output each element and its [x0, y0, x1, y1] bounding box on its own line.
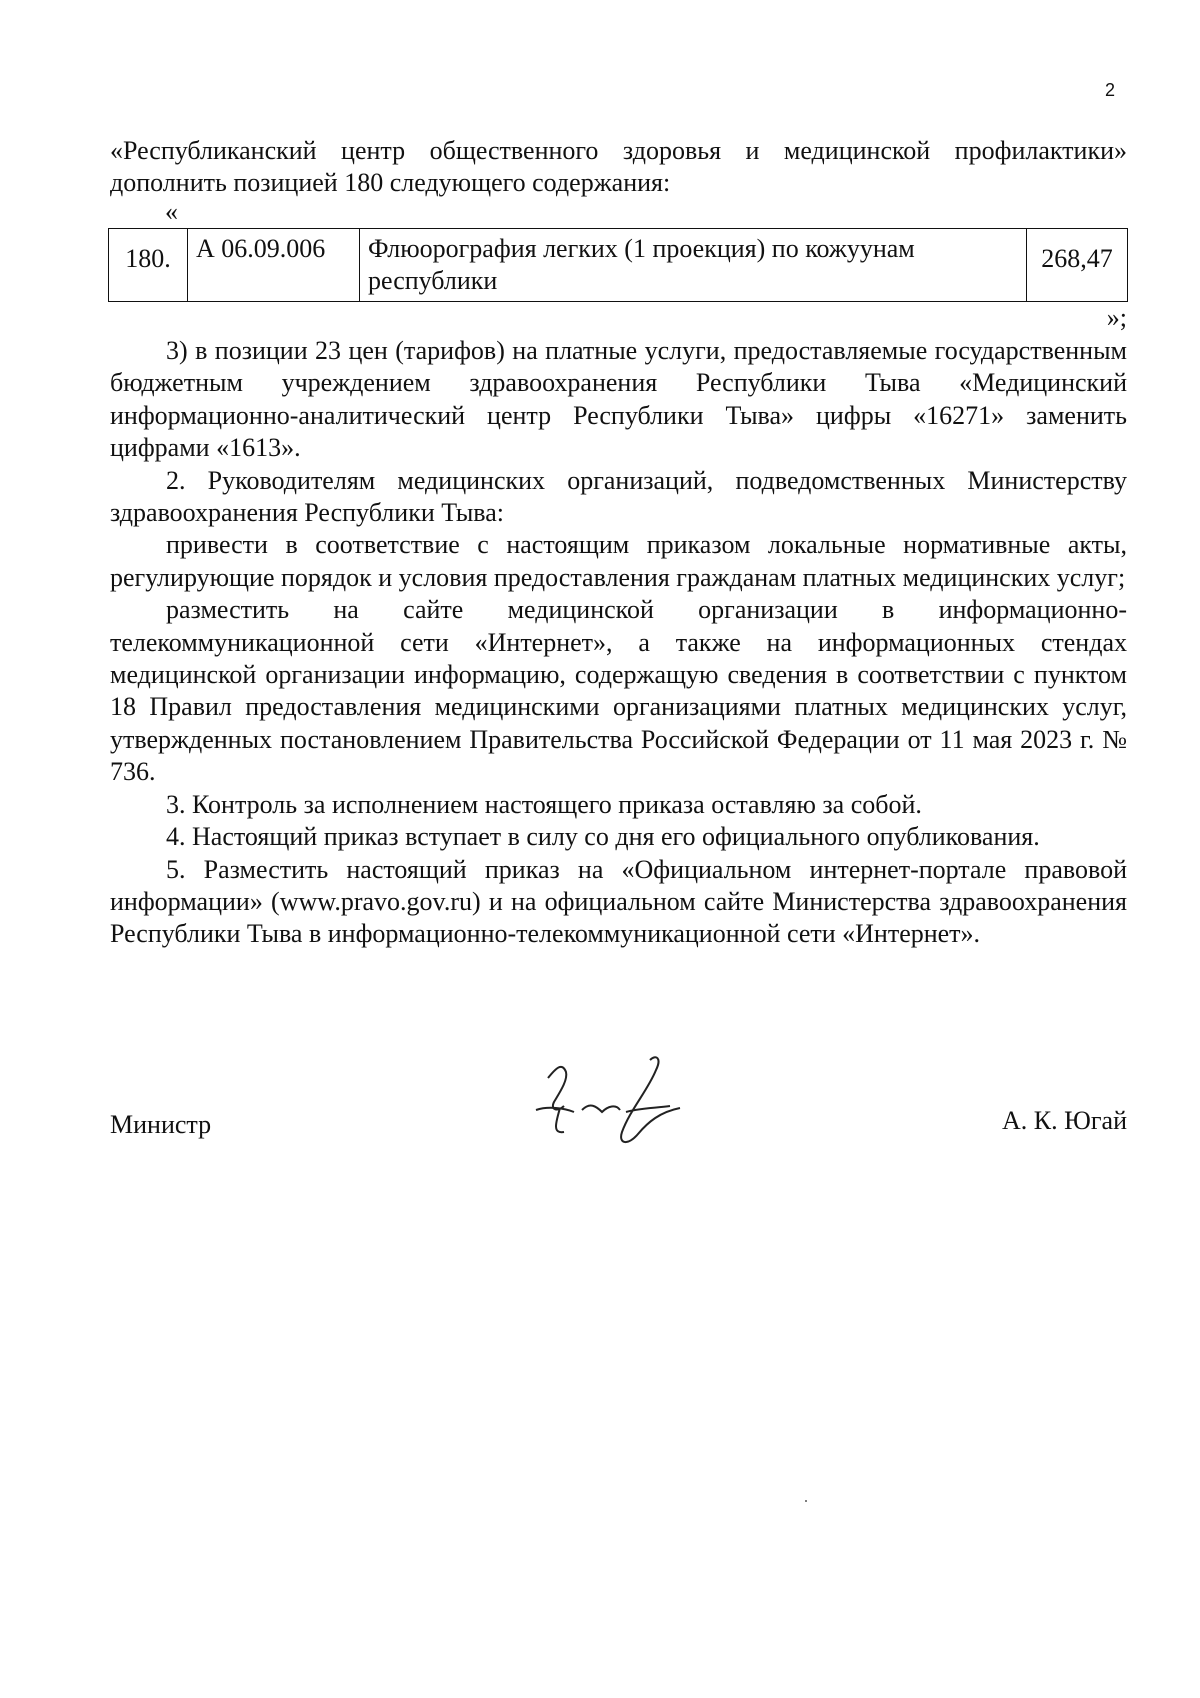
- service-code-cell: А 06.09.006: [188, 229, 360, 302]
- tariff-table: [108, 228, 1128, 302]
- handwritten-signature: [530, 1050, 700, 1160]
- paragraph-bring-into-compliance: привести в соответствие с настоящим приказом локальные нормативные акты, регулирующие порядок и условия предоставления гражданам платных медицинских услуг;: [110, 530, 1127, 592]
- scan-speck: [805, 1500, 807, 1502]
- close-quote: »;: [1106, 303, 1127, 332]
- signatory-name: А. К. Югай: [1002, 1106, 1127, 1135]
- paragraph-publish-info: разместить на сайте медицинской организации в информационно-телекоммуникационной сети «Интернет», а также на информационных стендах медицинской организации информацию, содержащую сведения в соответствии с пунктом 18 Правил предоставления медицинскими организациями платных медицинских услуг, утвержденных постановлением Правительства Российской Федерации от 11 мая 2023 г. № 736.: [110, 595, 1127, 787]
- order-body: [110, 335, 1127, 951]
- open-quote: «: [165, 197, 178, 226]
- intro-text: [110, 135, 1127, 199]
- table-row: [109, 229, 1128, 302]
- service-name-cell: Флюорография легких (1 проекция) по кожуунам республики: [360, 229, 1027, 302]
- paragraph-item-2: 2. Руководителям медицинских организаций, подведомственных Министерству здравоохранения Республики Тыва:: [110, 465, 1127, 528]
- paragraph-item-4: 4. Настоящий приказ вступает в силу со дня его официального опубликования.: [166, 822, 1040, 852]
- intro-paragraph: «Республиканский центр общественного здоровья и медицинской профилактики» дополнить позицией 180 следующего содержания:: [110, 136, 1127, 197]
- signatory-title: Министр: [110, 1110, 212, 1139]
- paragraph-item-3: 3. Контроль за исполнением настоящего приказа оставляю за собой.: [166, 789, 922, 819]
- price-cell: 268,47: [1027, 229, 1128, 302]
- paragraph-position-23: 3) в позиции 23 цен (тарифов) на платные услуги, предоставляемые государственным бюджетным учреждением здравоохранения Республики Тыва «Медицинский информационно-аналитический центр Республики Тыва» цифры «16271» заменить цифрами «1613».: [110, 336, 1127, 463]
- position-number-cell: 180.: [109, 229, 188, 302]
- paragraph-item-5: 5. Разместить настоящий приказ на «Официальном интернет-портале правовой информации» (www.pravo.gov.ru) и на официальном сайте Министерства здравоохранения Республики Тыва в информационно-телекоммуникационной сети «Интернет».: [110, 854, 1127, 949]
- page-number: 2: [1105, 80, 1116, 100]
